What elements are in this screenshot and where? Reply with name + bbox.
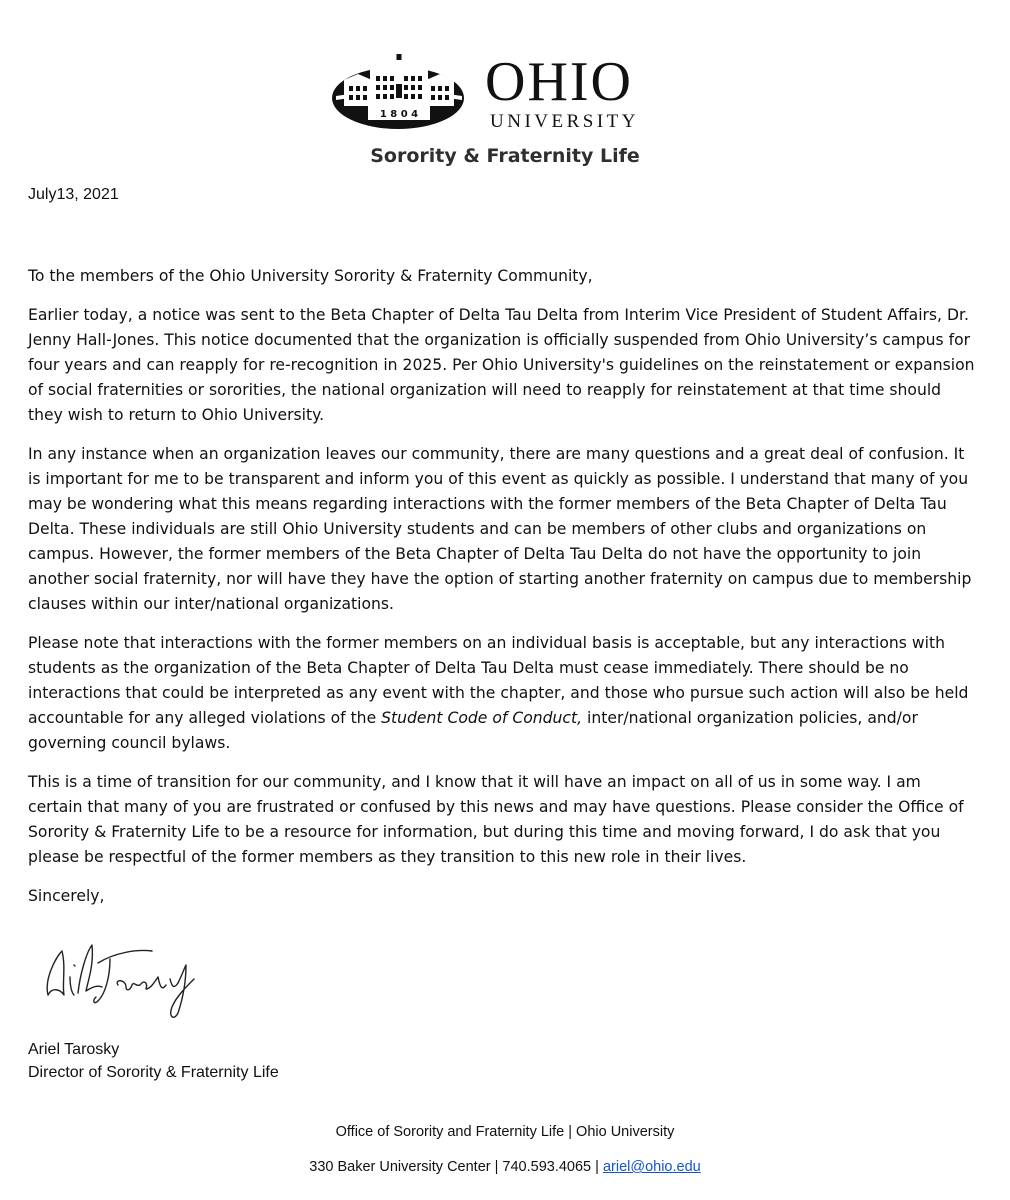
student-code-of-conduct: Student Code of Conduct, (381, 709, 583, 727)
signer-title: Director of Sorority & Fraternity Life (28, 1064, 279, 1081)
signer-name: Ariel Tarosky (28, 1041, 120, 1058)
footer-office: Office of Sorority and Fraternity Life | Ohio University (335, 1124, 675, 1140)
salutation: To the members of the Ohio University Sorority & Fraternity Community, (28, 267, 593, 285)
department-title: Sorority & Fraternity Life (370, 145, 640, 167)
paragraph-1: Earlier today, a notice was sent to the Beta Chapter of Delta Tau Delta from Interim Vice President of Student Affairs, Dr. Jenny Hall-Jones. This notice documented that the organization is officially suspended from Ohio University’s campus for four years and can reapply for re-recognition in 2025. Per Ohio University's guidelines on the reinstatement or expansion of social fraternities or sororities, the national organization will need to reapply for reinstatement at that time should they wish to return to Ohio University. (28, 306, 975, 424)
seal-year: 1 8 0 4 (379, 109, 419, 120)
letter-body (28, 264, 978, 923)
closing: Sincerely, (28, 887, 105, 905)
paragraph-3-text-b: inter/national organization policies, and/or governing council bylaws. (28, 709, 918, 752)
paragraph-4: This is a time of transition for our community, and I know that it will have an impact on all of us in some way. I am certain that many of you are frustrated or confused by this news and may have questions. Please consider the Office of Sorority & Fraternity Life to be a resource for information, but during this time and moving forward, I do ask that you please be respectful of the former members as they transition to this new role in their lives. (28, 773, 964, 866)
signature-text: Ariel Tarosky (40, 935, 46, 936)
footer-contact (0, 1159, 1010, 1175)
paragraph-3-text-a: Please note that interactions with the former members on an individual basis is acceptable, but any interactions with students as the organization of the Beta Chapter of Delta Tau Delta must cease immediately. There should be no interactions that could be interpreted as any event with the chapter, and those who pursue such action will also be held accountable for any alleged violations of the (28, 634, 969, 727)
wordmark-university: UNIVERSITY (490, 111, 639, 132)
letter-date: July13, 2021 (28, 186, 119, 203)
paragraph-3 (28, 631, 978, 756)
paragraph-2: In any instance when an organization leaves our community, there are many questions and a great deal of confusion. It is important for me to be transparent and inform you of this event as quickly as possible. I understand that many of you may be wondering what this means regarding interactions with the former members of the Beta Chapter of Delta Tau Delta. These individuals are still Ohio University students and can be members of other clubs and organizations on campus. However, the former members of the Beta Chapter of Delta Tau Delta do not have the opportunity to join another social fraternity, nor will have they have the option of starting another fraternity on campus due to membership clauses within our inter/national organizations. (28, 445, 972, 613)
signer-block (28, 1038, 279, 1084)
email-link[interactable]: ariel@ohio.edu (602, 1159, 701, 1175)
wordmark-ohio: OHIO (485, 51, 633, 113)
footer-address-phone: 330 Baker University Center | 740.593.4065 | (309, 1159, 603, 1175)
handwritten-signature (40, 935, 210, 1025)
letterhead (330, 40, 670, 132)
ohio-university-seal-logo (330, 40, 470, 132)
